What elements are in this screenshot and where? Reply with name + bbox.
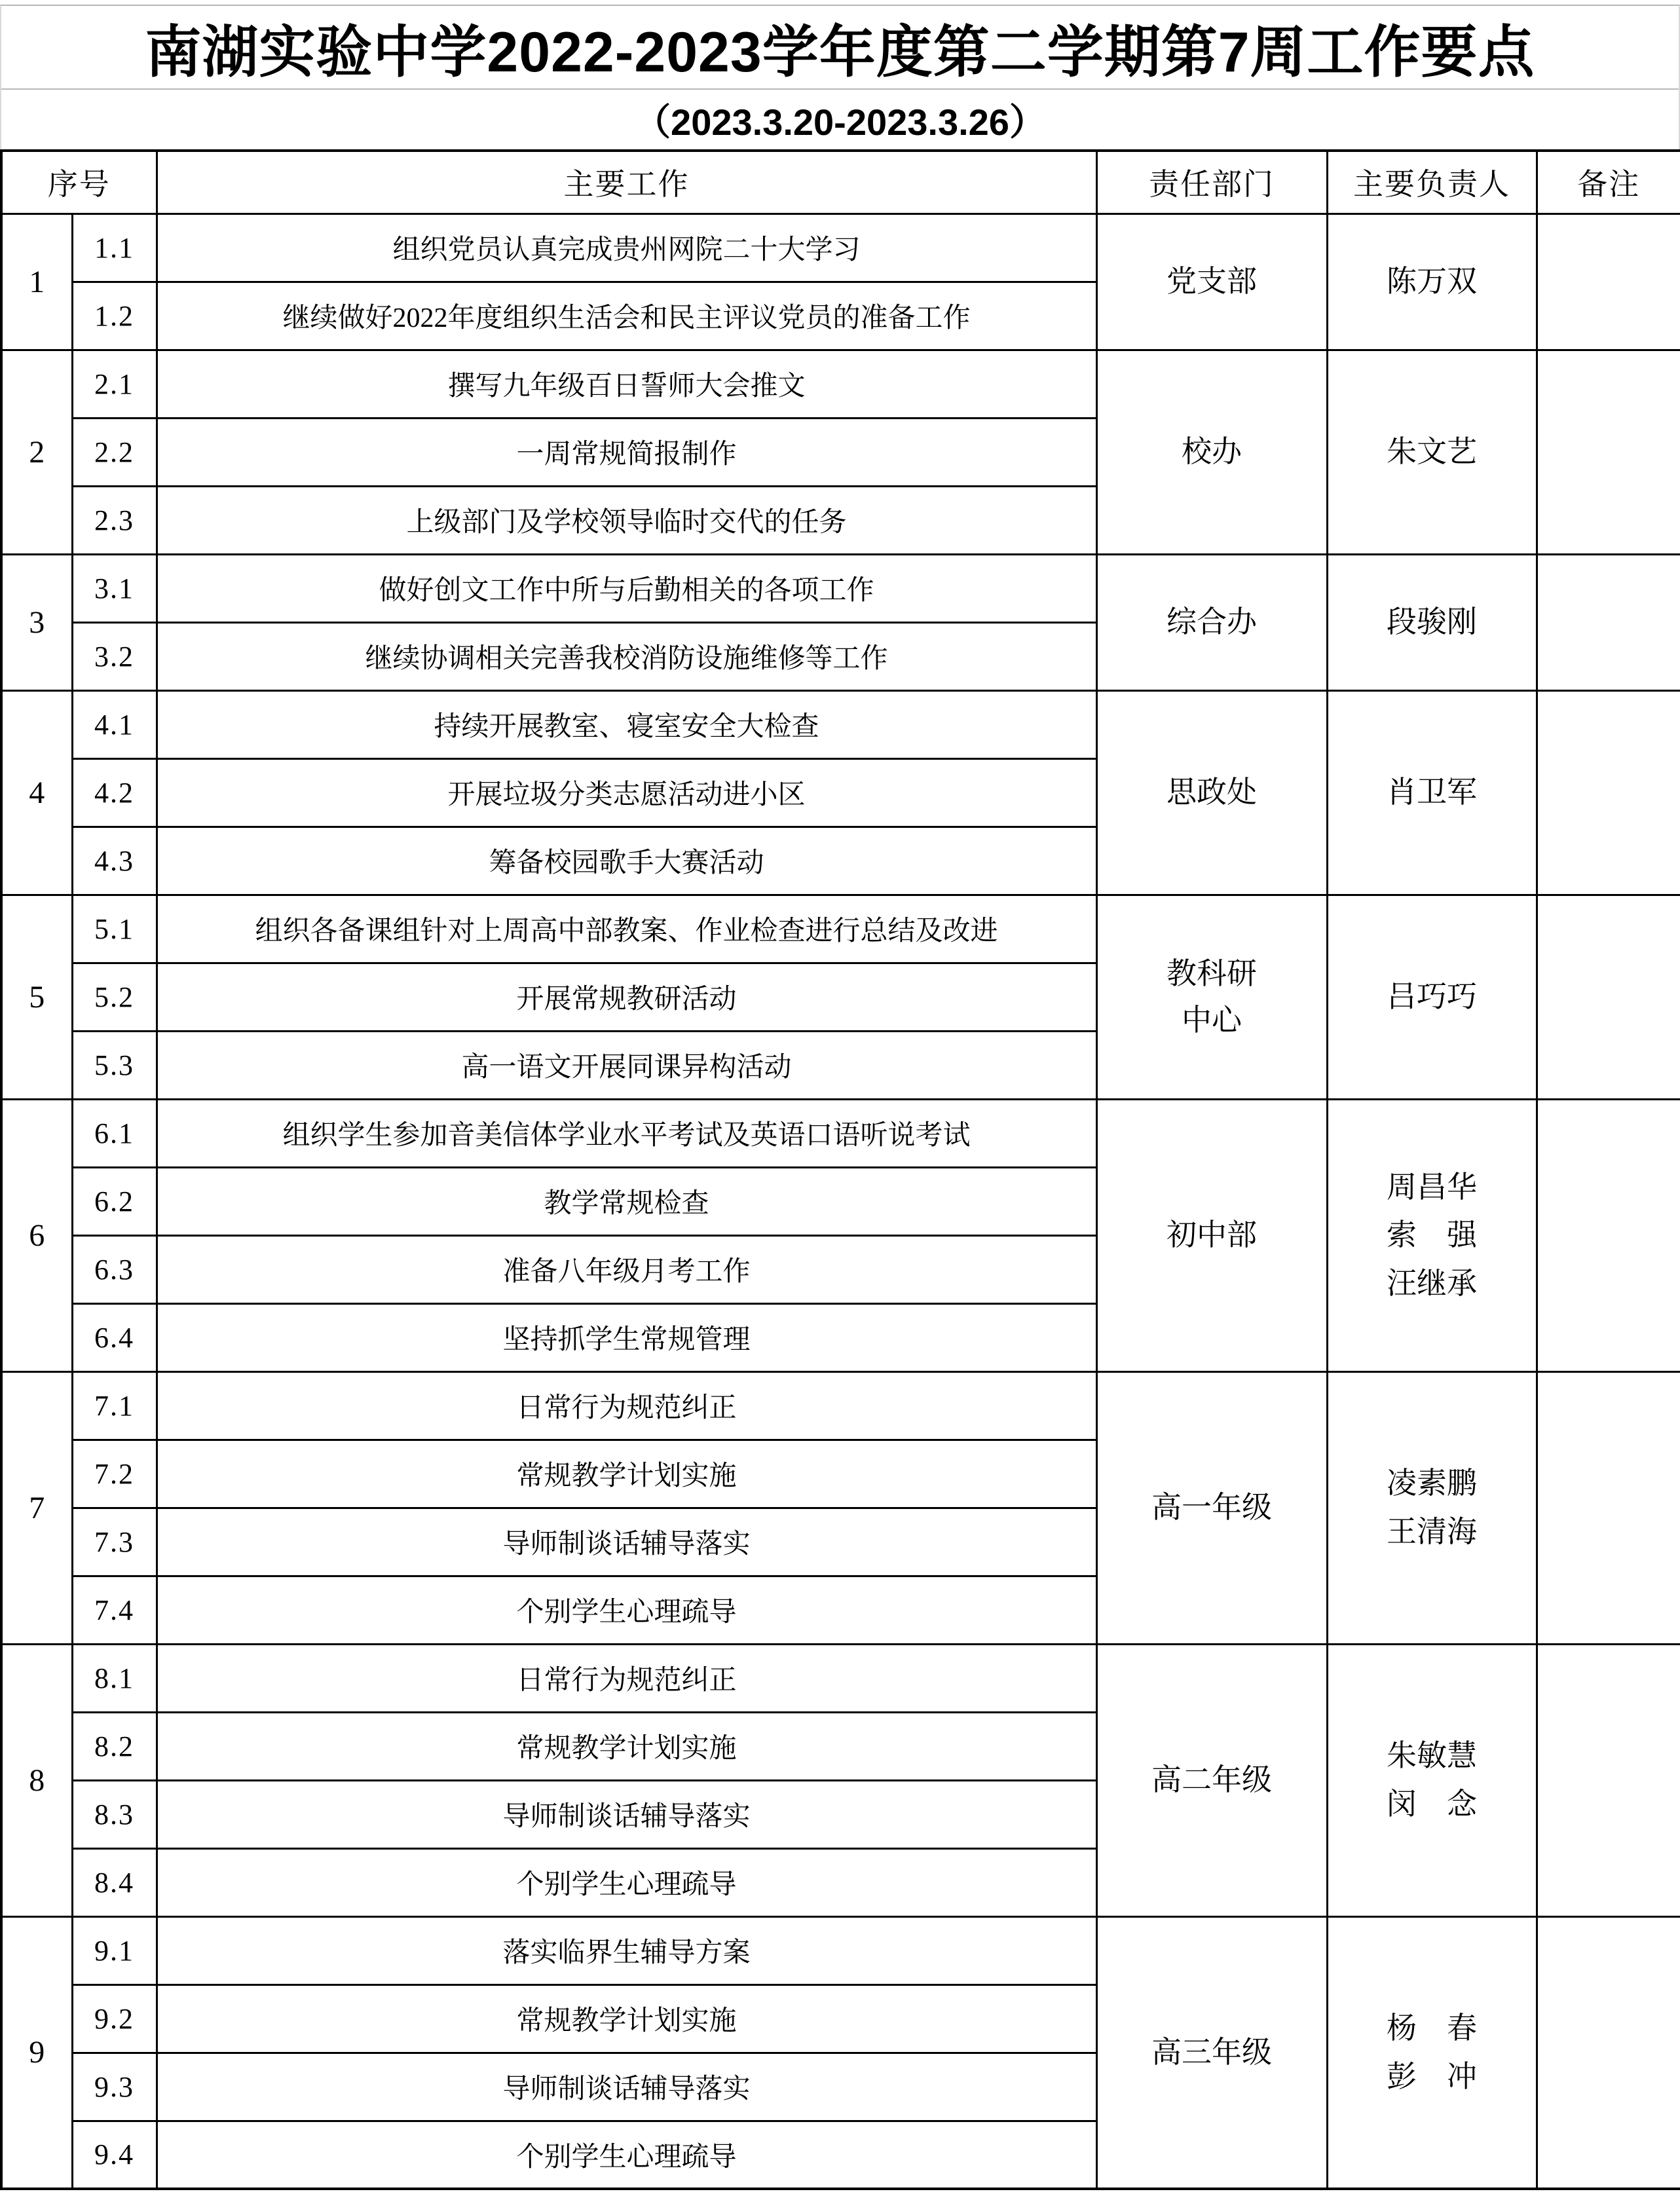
work-item-cell: 个别学生心理疏导	[157, 1576, 1096, 1644]
work-item-cell: 上级部门及学校领导临时交代的任务	[157, 486, 1096, 554]
table-row	[1, 1099, 1680, 1167]
remark-cell	[1537, 214, 1680, 350]
item-number-cell: 5.3	[72, 1031, 157, 1099]
table-row	[1, 350, 1680, 418]
work-item-cell: 组织各备课组针对上周高中部教案、作业检查进行总结及改进	[157, 895, 1096, 963]
work-item-cell: 常规教学计划实施	[157, 1712, 1096, 1780]
item-number-cell: 7.2	[72, 1440, 157, 1508]
table-body	[1, 214, 1680, 2189]
person-name: 闵 念	[1387, 1787, 1477, 1821]
table-row	[1, 1916, 1680, 1984]
department-cell	[1096, 554, 1327, 690]
item-number-cell: 9.1	[72, 1916, 157, 1984]
item-number-cell: 3.1	[72, 554, 157, 622]
table-row	[1, 1644, 1680, 1712]
person-cell	[1327, 1644, 1537, 1916]
person-cell	[1327, 895, 1537, 1099]
department-name: 中心	[1182, 1003, 1242, 1037]
item-number-cell: 7.1	[72, 1371, 157, 1440]
work-item-cell: 导师制谈话辅导落实	[157, 1508, 1096, 1576]
subtitle-block	[1, 90, 1679, 149]
remark-cell	[1537, 1916, 1680, 2189]
person-cell	[1327, 350, 1537, 554]
table-row	[1, 1371, 1680, 1440]
person-cell	[1327, 690, 1537, 895]
work-item-cell: 开展垃圾分类志愿活动进小区	[157, 758, 1096, 827]
work-item-cell: 导师制谈话辅导落实	[157, 1780, 1096, 1848]
department-name: 高二年级	[1151, 1763, 1272, 1797]
work-item-cell: 继续做好2022年度组织生活会和民主评议党员的准备工作	[157, 282, 1096, 350]
person-name: 段骏刚	[1387, 605, 1477, 639]
item-number-cell: 9.2	[72, 1984, 157, 2053]
work-item-cell: 教学常规检查	[157, 1167, 1096, 1235]
weekly-work-table	[0, 149, 1680, 2190]
work-item-cell: 撰写九年级百日誓师大会推文	[157, 350, 1096, 418]
item-number-cell: 5.1	[72, 895, 157, 963]
group-number-cell: 6	[1, 1099, 72, 1371]
group-number-cell: 4	[1, 690, 72, 895]
person-name: 朱敏慧	[1387, 1739, 1477, 1773]
remark-cell	[1537, 1644, 1680, 1916]
person-cell	[1327, 1916, 1537, 2189]
person-name: 汪继承	[1387, 1266, 1477, 1300]
person-name: 周昌华	[1387, 1170, 1477, 1204]
work-item-cell: 常规教学计划实施	[157, 1984, 1096, 2053]
item-number-cell: 9.4	[72, 2121, 157, 2189]
person-cell	[1327, 214, 1537, 350]
item-number-cell: 6.4	[72, 1303, 157, 1371]
title-area	[0, 5, 1680, 149]
work-item-cell: 个别学生心理疏导	[157, 1848, 1096, 1916]
person-cell	[1327, 1099, 1537, 1371]
work-item-cell: 继续协调相关完善我校消防设施维修等工作	[157, 622, 1096, 690]
remark-cell	[1537, 1099, 1680, 1371]
work-item-cell: 做好创文工作中所与后勤相关的各项工作	[157, 554, 1096, 622]
department-cell	[1096, 1099, 1327, 1371]
table-row	[1, 690, 1680, 758]
title-block	[1, 6, 1679, 90]
work-item-cell: 导师制谈话辅导落实	[157, 2053, 1096, 2121]
work-item-cell: 开展常规教研活动	[157, 963, 1096, 1031]
group-number-cell: 1	[1, 214, 72, 350]
department-cell	[1096, 1644, 1327, 1916]
person-cell	[1327, 1371, 1537, 1644]
table-row	[1, 554, 1680, 622]
department-cell	[1096, 350, 1327, 554]
header-serial-number: 序号	[1, 151, 157, 214]
table-header	[1, 151, 1680, 214]
item-number-cell: 8.1	[72, 1644, 157, 1712]
person-name: 王清海	[1387, 1515, 1477, 1548]
item-number-cell: 2.2	[72, 418, 157, 486]
person-name: 陈万双	[1387, 265, 1477, 299]
item-number-cell: 5.2	[72, 963, 157, 1031]
work-item-cell: 持续开展教室、寝室安全大检查	[157, 690, 1096, 758]
work-item-cell: 准备八年级月考工作	[157, 1235, 1096, 1303]
department-name: 高三年级	[1151, 2036, 1272, 2070]
page-subtitle: （2023.3.20-2023.3.26）	[634, 101, 1046, 143]
item-number-cell: 4.1	[72, 690, 157, 758]
department-name: 初中部	[1167, 1218, 1257, 1252]
work-item-cell: 一周常规简报制作	[157, 418, 1096, 486]
item-number-cell: 6.3	[72, 1235, 157, 1303]
remark-cell	[1537, 350, 1680, 554]
work-item-cell: 落实临界生辅导方案	[157, 1916, 1096, 1984]
work-item-cell: 常规教学计划实施	[157, 1440, 1096, 1508]
work-item-cell: 日常行为规范纠正	[157, 1644, 1096, 1712]
person-cell	[1327, 554, 1537, 690]
item-number-cell: 2.3	[72, 486, 157, 554]
department-cell	[1096, 1916, 1327, 2189]
item-number-cell: 6.1	[72, 1099, 157, 1167]
header-row	[1, 151, 1680, 214]
header-main-work: 主要工作	[157, 151, 1096, 214]
group-number-cell: 5	[1, 895, 72, 1099]
group-number-cell: 2	[1, 350, 72, 554]
work-item-cell: 日常行为规范纠正	[157, 1371, 1096, 1440]
group-number-cell: 9	[1, 1916, 72, 2189]
remark-cell	[1537, 895, 1680, 1099]
item-number-cell: 8.3	[72, 1780, 157, 1848]
table-row	[1, 895, 1680, 963]
worksheet	[0, 5, 1680, 2198]
item-number-cell: 8.4	[72, 1848, 157, 1916]
page-title: 南湖实验中学2022-2023学年度第二学期第7周工作要点	[145, 21, 1535, 84]
table-row	[1, 214, 1680, 282]
header-remarks: 备注	[1537, 151, 1680, 214]
work-item-cell: 组织学生参加音美信体学业水平考试及英语口语听说考试	[157, 1099, 1096, 1167]
department-name: 教科研	[1167, 956, 1257, 990]
item-number-cell: 9.3	[72, 2053, 157, 2121]
item-number-cell: 2.1	[72, 350, 157, 418]
item-number-cell: 7.4	[72, 1576, 157, 1644]
header-responsible-department: 责任部门	[1096, 151, 1327, 214]
item-number-cell: 4.2	[72, 758, 157, 827]
work-item-cell: 坚持抓学生常规管理	[157, 1303, 1096, 1371]
department-name: 高一年级	[1151, 1491, 1272, 1525]
department-cell	[1096, 690, 1327, 895]
remark-cell	[1537, 1371, 1680, 1644]
group-number-cell: 3	[1, 554, 72, 690]
department-cell	[1096, 1371, 1327, 1644]
person-name: 彭 冲	[1387, 2059, 1477, 2093]
person-name: 索 强	[1387, 1218, 1477, 1252]
work-item-cell: 组织党员认真完成贵州网院二十大学习	[157, 214, 1096, 282]
item-number-cell: 8.2	[72, 1712, 157, 1780]
department-cell	[1096, 895, 1327, 1099]
department-name: 校办	[1182, 435, 1242, 469]
work-item-cell: 高一语文开展同课异构活动	[157, 1031, 1096, 1099]
item-number-cell: 6.2	[72, 1167, 157, 1235]
person-name: 肖卫军	[1387, 775, 1477, 810]
person-name: 杨 春	[1387, 2011, 1477, 2045]
department-cell	[1096, 214, 1327, 350]
item-number-cell: 1.1	[72, 214, 157, 282]
remark-cell	[1537, 690, 1680, 895]
person-name: 吕巧巧	[1387, 980, 1477, 1014]
item-number-cell: 1.2	[72, 282, 157, 350]
work-item-cell: 个别学生心理疏导	[157, 2121, 1096, 2189]
remark-cell	[1537, 554, 1680, 690]
item-number-cell: 4.3	[72, 827, 157, 895]
department-name: 党支部	[1167, 265, 1257, 299]
item-number-cell: 3.2	[72, 622, 157, 690]
group-number-cell: 7	[1, 1371, 72, 1644]
person-name: 朱文艺	[1387, 435, 1477, 469]
person-name: 凌素鹏	[1387, 1466, 1477, 1500]
group-number-cell: 8	[1, 1644, 72, 1916]
department-name: 思政处	[1167, 775, 1257, 810]
header-person-in-charge: 主要负责人	[1327, 151, 1537, 214]
work-item-cell: 筹备校园歌手大赛活动	[157, 827, 1096, 895]
department-name: 综合办	[1167, 605, 1257, 639]
item-number-cell: 7.3	[72, 1508, 157, 1576]
